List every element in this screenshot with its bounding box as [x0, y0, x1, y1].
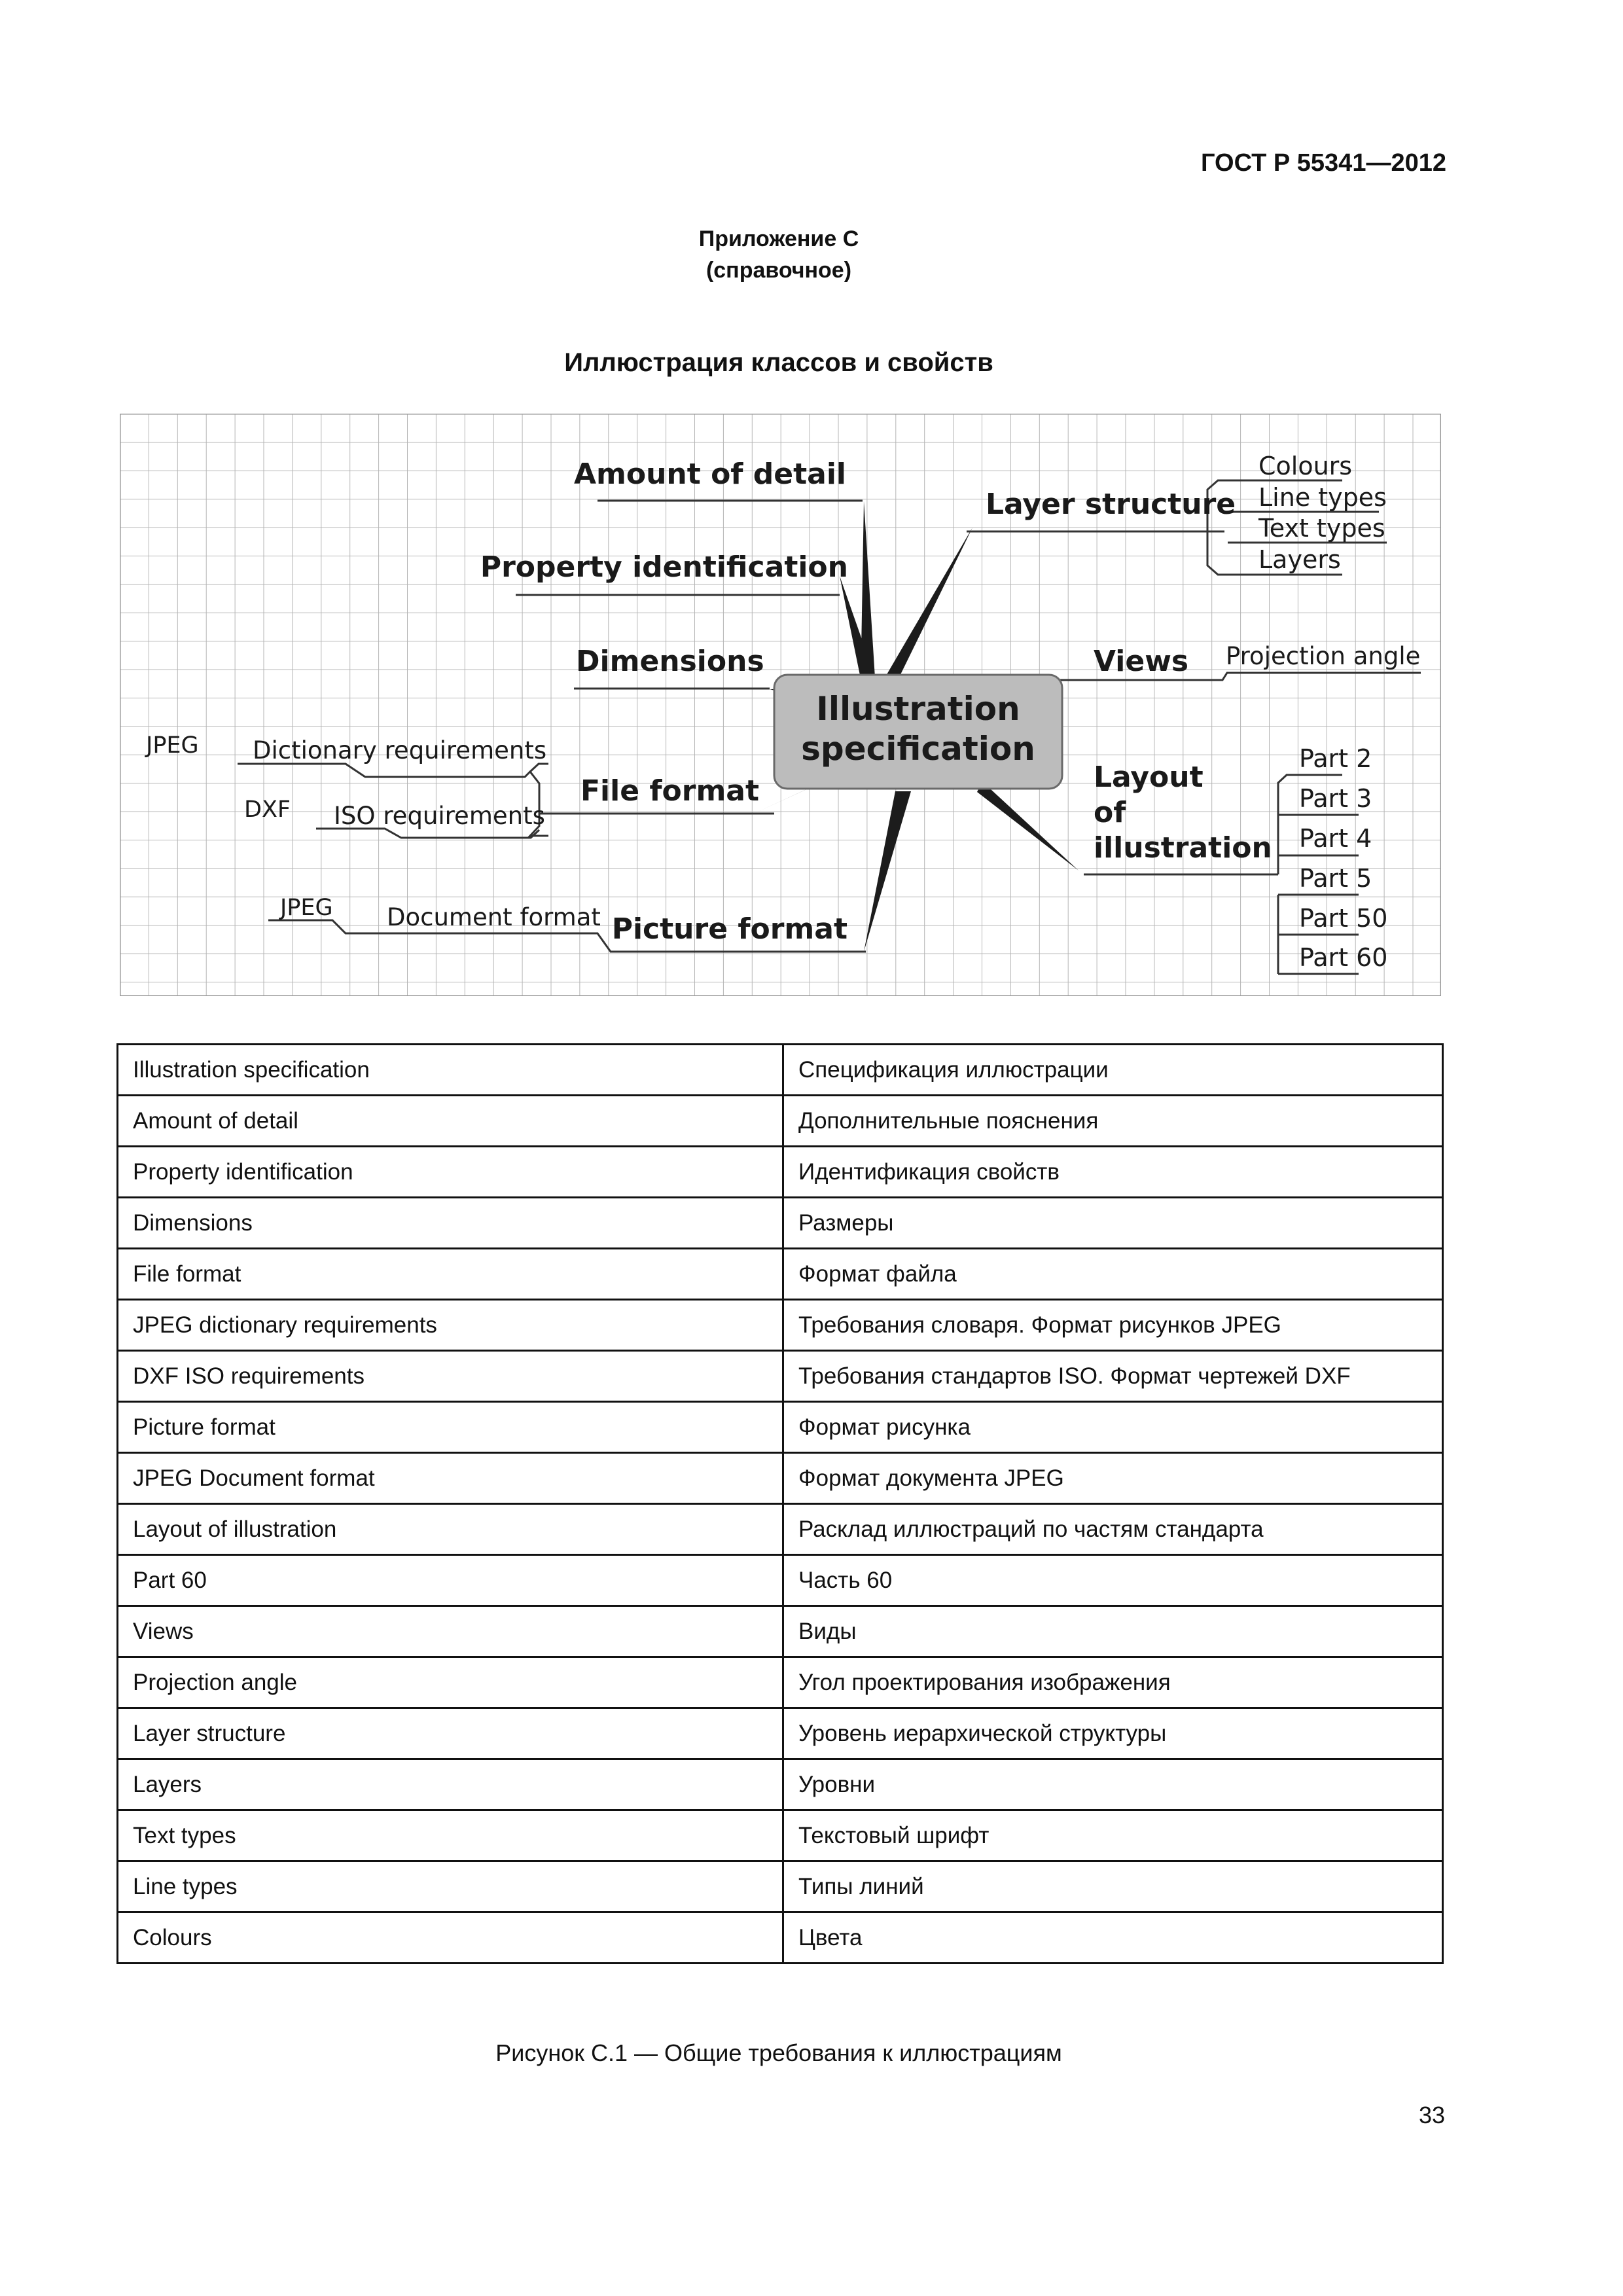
node-projection-angle: Projection angle [1226, 642, 1421, 670]
table-row [118, 1606, 1443, 1657]
table-row [118, 1351, 1443, 1402]
node-layout-line-2: of [1094, 796, 1126, 829]
figure-caption: Рисунок С.1 — Общие требования к иллюстрациям [495, 2039, 1062, 2066]
term-russian: Дополнительные пояснения [783, 1096, 1443, 1147]
term-english: File format [118, 1249, 783, 1300]
term-english: JPEG dictionary requirements [118, 1300, 783, 1351]
term-russian: Спецификация иллюстрации [783, 1045, 1443, 1096]
node-views: Views [1094, 645, 1189, 678]
part-5: Part 5 [1299, 864, 1372, 893]
node-jpeg-dictionary: JPEG [146, 732, 199, 759]
term-english: Dimensions [118, 1198, 783, 1249]
term-russian: Требования словаря. Формат рисунков JPEG [783, 1300, 1443, 1351]
node-layout-line-3: illustration [1094, 831, 1272, 865]
term-english: Views [118, 1606, 783, 1657]
table-row [118, 1249, 1443, 1300]
node-dictionary-requirements: Dictionary requirements [253, 736, 547, 764]
node-dimensions: Dimensions [576, 645, 764, 678]
term-russian: Размеры [783, 1198, 1443, 1249]
table-row [118, 1198, 1443, 1249]
node-property-identification: Property identification [480, 550, 848, 584]
term-english: Property identification [118, 1147, 783, 1198]
page-number: 33 [1418, 2102, 1445, 2128]
center-line-2: specification [801, 730, 1035, 768]
node-layout-line-1: Layout [1094, 761, 1204, 794]
term-russian: Требования стандартов ISO. Формат чертежей DXF [783, 1351, 1443, 1402]
term-russian: Расклад иллюстраций по частям стандарта [783, 1504, 1443, 1555]
term-russian: Формат рисунка [783, 1402, 1443, 1453]
part-60: Part 60 [1299, 943, 1388, 972]
term-english: Projection angle [118, 1657, 783, 1708]
term-russian: Виды [783, 1606, 1443, 1657]
node-document-format: Document format [387, 903, 601, 931]
term-russian: Уровень иерархической структуры [783, 1708, 1443, 1759]
table-row [118, 1402, 1443, 1453]
table-row [118, 1708, 1443, 1759]
part-2: Part 2 [1299, 744, 1372, 773]
layer-item-line-types: Line types [1258, 483, 1387, 512]
term-english: Colours [118, 1912, 783, 1964]
term-english: Illustration specification [118, 1045, 783, 1096]
layer-item-colours: Colours [1258, 452, 1353, 480]
table-row [118, 1555, 1443, 1606]
mind-map-figure [120, 414, 1441, 996]
node-iso-requirements: ISO requirements [334, 802, 545, 830]
table-row [118, 1912, 1443, 1964]
term-english: Layers [118, 1759, 783, 1810]
term-english: Part 60 [118, 1555, 783, 1606]
table-row [118, 1045, 1443, 1096]
terms-table [116, 1043, 1444, 1964]
node-layer-structure: Layer structure [986, 488, 1236, 521]
term-russian: Формат файла [783, 1249, 1443, 1300]
table-row [118, 1453, 1443, 1504]
table-row [118, 1300, 1443, 1351]
table-row [118, 1759, 1443, 1810]
center-line-1: Illustration [816, 690, 1020, 728]
term-english: Amount of detail [118, 1096, 783, 1147]
term-russian: Идентификация свойств [783, 1147, 1443, 1198]
figure-heading: Иллюстрация классов и свойств [564, 348, 993, 377]
part-3: Part 3 [1299, 784, 1372, 813]
term-english: Line types [118, 1861, 783, 1912]
part-50: Part 50 [1299, 904, 1388, 933]
term-russian: Цвета [783, 1912, 1443, 1964]
node-amount-of-detail: Amount of detail [573, 457, 846, 491]
term-english: Layer structure [118, 1708, 783, 1759]
term-russian: Часть 60 [783, 1555, 1443, 1606]
table-row [118, 1504, 1443, 1555]
term-english: Picture format [118, 1402, 783, 1453]
term-english: DXF ISO requirements [118, 1351, 783, 1402]
term-russian: Формат документа JPEG [783, 1453, 1443, 1504]
term-russian: Уровни [783, 1759, 1443, 1810]
term-russian: Текстовый шрифт [783, 1810, 1443, 1861]
table-row [118, 1810, 1443, 1861]
term-russian: Типы линий [783, 1861, 1443, 1912]
node-file-format: File format [580, 774, 760, 808]
table-row [118, 1861, 1443, 1912]
term-english: Text types [118, 1810, 783, 1861]
term-english: Layout of illustration [118, 1504, 783, 1555]
table-row [118, 1657, 1443, 1708]
node-dxf: DXF [244, 797, 291, 823]
table-row [118, 1096, 1443, 1147]
term-english: JPEG Document format [118, 1453, 783, 1504]
layer-item-text-types: Text types [1258, 514, 1385, 543]
node-picture-format: Picture format [611, 912, 847, 946]
part-4: Part 4 [1299, 824, 1372, 853]
annex-type: (справочное) [705, 258, 852, 283]
annex-title: Приложение С [698, 226, 859, 251]
term-russian: Угол проектирования изображения [783, 1657, 1443, 1708]
table-row [118, 1147, 1443, 1198]
node-jpeg-document: JPEG [280, 895, 333, 921]
layer-item-layers: Layers [1258, 545, 1341, 574]
standard-designation: ГОСТ Р 55341—2012 [1201, 149, 1446, 177]
